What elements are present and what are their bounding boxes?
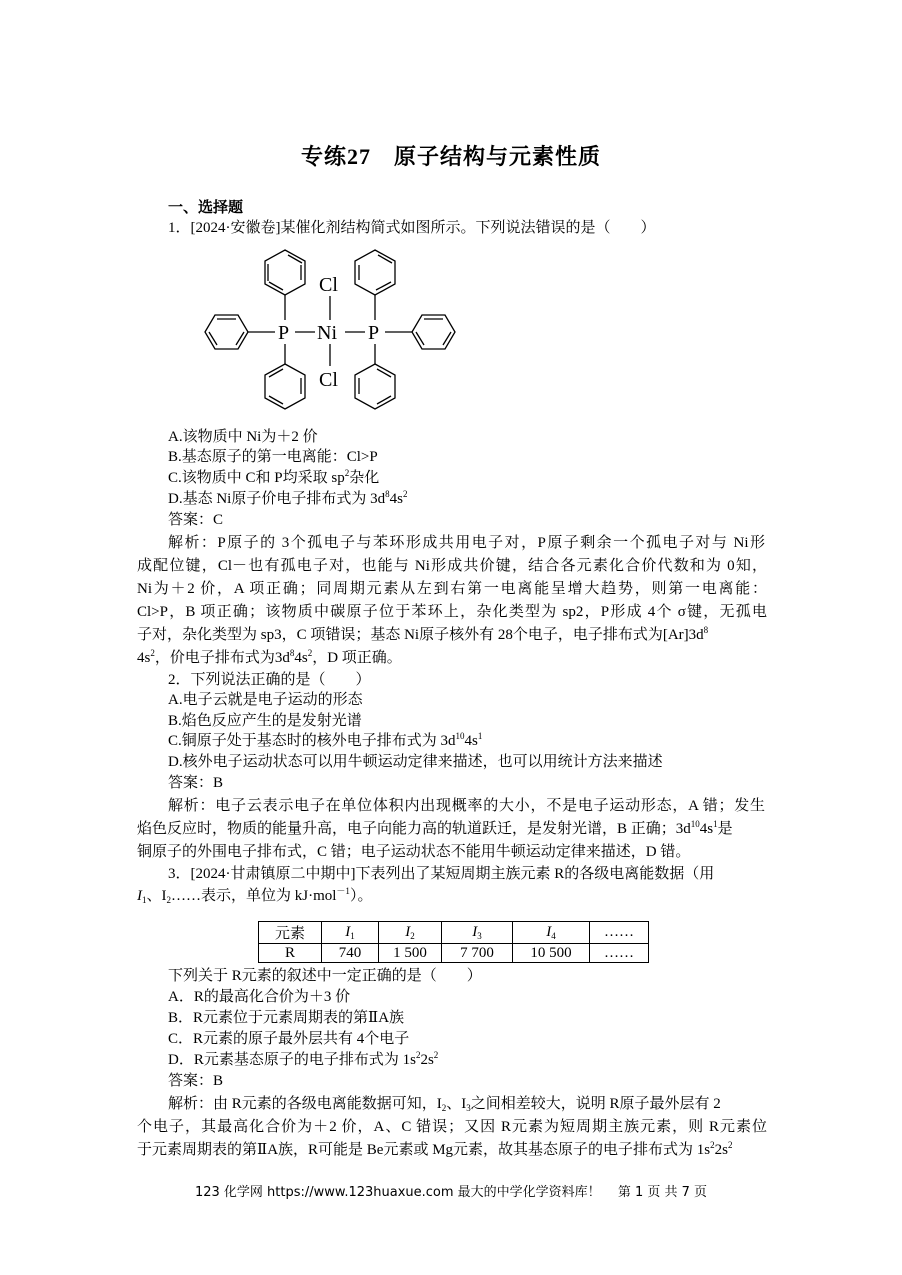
- table-header-cell: $I_4$: [513, 922, 590, 944]
- q2-option-d: D.核外电子运动状态可以用牛顿运动定律来描述，也可以用统计方法来描述: [168, 754, 663, 770]
- catalyst-structure-diagram: [195, 246, 465, 418]
- table-header-cell: $I_3$: [442, 922, 513, 944]
- q1-analysis-line-2: 成配位键，Cl－也有孤电子对，也能与 Ni形成共价键，结合各元素化合价代数和为 0知，: [137, 558, 767, 574]
- table-header-row: [259, 922, 649, 944]
- nickel-label: Ni: [317, 322, 337, 344]
- q1-answer: 答案：C: [168, 512, 224, 528]
- q1-option-a: A.该物质中 Ni为＋2 价: [168, 429, 318, 445]
- table-header-cell: $I_1$: [322, 922, 379, 944]
- table-header-cell: $I_2$: [379, 922, 442, 944]
- question-1-stem: 1．[2024·安徽卷]某催化剂结构简式如图所示。下列说法错误的是（ ）: [168, 220, 656, 236]
- chlorine-bottom-label: Cl: [319, 369, 338, 391]
- q3-sub-stem: 下列关于 R元素的叙述中一定正确的是（ ）: [168, 968, 482, 984]
- table-cell: 1 500: [379, 944, 442, 963]
- table-header-cell: 元素: [259, 922, 322, 944]
- page-footer: 123 化学网 https://www.123huaxue.com 最大的中学化学资料库！ 第 1 页 共 7 页: [194, 1185, 708, 1200]
- question-3-stem: 3．[2024·甘肃镇原二中期中]下表列出了某短周期主族元素 R的各级电离能数据（用: [168, 866, 715, 882]
- chlorine-top-label: Cl: [319, 274, 338, 296]
- q2-analysis-line-3: 铜原子的外围电子排布式，C 错；电子运动状态不能用牛顿运动定律来描述，D 错。: [137, 844, 691, 860]
- table-cell: 7 700: [442, 944, 513, 963]
- q3-analysis-line-2: 个电子，其最高化合价为＋2 价，A、C 错误；又因 R元素为短周期主族元素，则 R元素位: [137, 1119, 767, 1135]
- section-heading: 一、选择题: [168, 200, 244, 216]
- table-cell: R: [259, 944, 322, 963]
- q2-option-c: C.铜原子处于基态时的核外电子排布式为 $3d^{10}4s^1$: [168, 731, 483, 749]
- question-3-stem-line-2: $I_1$、$I_2\dots\dots$表示，单位为 kJ·mol$^{-1}$）。: [137, 886, 373, 905]
- ionization-energy-table: [258, 921, 649, 963]
- phosphorus-left-label: P: [278, 322, 290, 344]
- q1-analysis-line-5: 子对，杂化类型为 sp3，C 项错误；基态 Ni原子核外有 28个电子，电子排布式为$[Ar]3d^8$: [137, 625, 709, 643]
- q1-analysis-line-1: 解析：P原子的 3个孤电子与苯环形成共用电子对，P原子剩余一个孤电子对与 Ni形: [168, 535, 765, 551]
- table-row: [259, 944, 649, 963]
- q2-option-b: B.焰色反应产生的是发射光谱: [168, 713, 362, 729]
- phosphorus-right-label: P: [368, 322, 380, 344]
- q3-answer: 答案：B: [168, 1073, 224, 1089]
- q1-option-c: C.该物质中 C和 P均采取 $sp^2$杂化: [168, 468, 380, 486]
- q3-option-c: C．R元素的原子最外层共有 4个电子: [168, 1031, 410, 1047]
- q1-option-b: B.基态原子的第一电离能：Cl>P: [168, 449, 378, 465]
- q3-option-a: A．R的最高化合价为＋3 价: [168, 989, 351, 1005]
- q1-analysis-line-4: Cl>P，B 项正确；该物质中碳原子位于苯环上，杂化类型为 sp2，P形成 4个 σ键，无孤电: [137, 604, 767, 620]
- q2-answer: 答案：B: [168, 775, 224, 791]
- table-cell: 10 500: [513, 944, 590, 963]
- q1-analysis-line-3: Ni为＋2 价，A 项正确；同周期元素从左到右第一电离能呈增大趋势，则第一电离能：: [137, 581, 767, 597]
- table-cell: 740: [322, 944, 379, 963]
- q3-analysis-line-3: 于元素周期表的第ⅡA族，R可能是 Be元素或 Mg元素，故其基态原子的电子排布式为 $1s^22s^2$: [137, 1140, 733, 1158]
- question-2-stem: 2．下列说法正确的是（ ）: [168, 672, 371, 688]
- q2-analysis-line-2: 焰色反应时，物质的能量升高，电子向能力高的轨道跃迁，是发射光谱，B 正确；$3d^{10}4s^1$是: [137, 819, 733, 837]
- q1-option-d: D.基态 Ni原子价电子排布式为 $3d^84s^2$: [168, 489, 408, 507]
- q3-option-b: B．R元素位于元素周期表的第ⅡA族: [168, 1010, 405, 1026]
- q3-option-d: D．R元素基态原子的电子排布式为 $1s^22s^2$: [168, 1050, 439, 1068]
- table-header-cell: ……: [590, 922, 649, 944]
- q2-option-a: A.电子云就是电子运动的形态: [168, 692, 363, 708]
- q3-analysis-line-1: 解析：由 R元素的各级电离能数据可知，$I_2$、$I_3$之间相差较大，说明 R原子最外层有 2: [168, 1096, 721, 1113]
- table-cell: ……: [590, 944, 649, 963]
- q2-analysis-line-1: 解析：电子云表示电子在单位体积内出现概率的大小，不是电子运动形态，A 错；发生: [168, 798, 765, 814]
- page-title: 专练27 原子结构与元素性质: [300, 144, 601, 169]
- q1-analysis-line-6: $4s^2$，价电子排布式为$3d^84s^2$，D 项正确。: [137, 648, 402, 666]
